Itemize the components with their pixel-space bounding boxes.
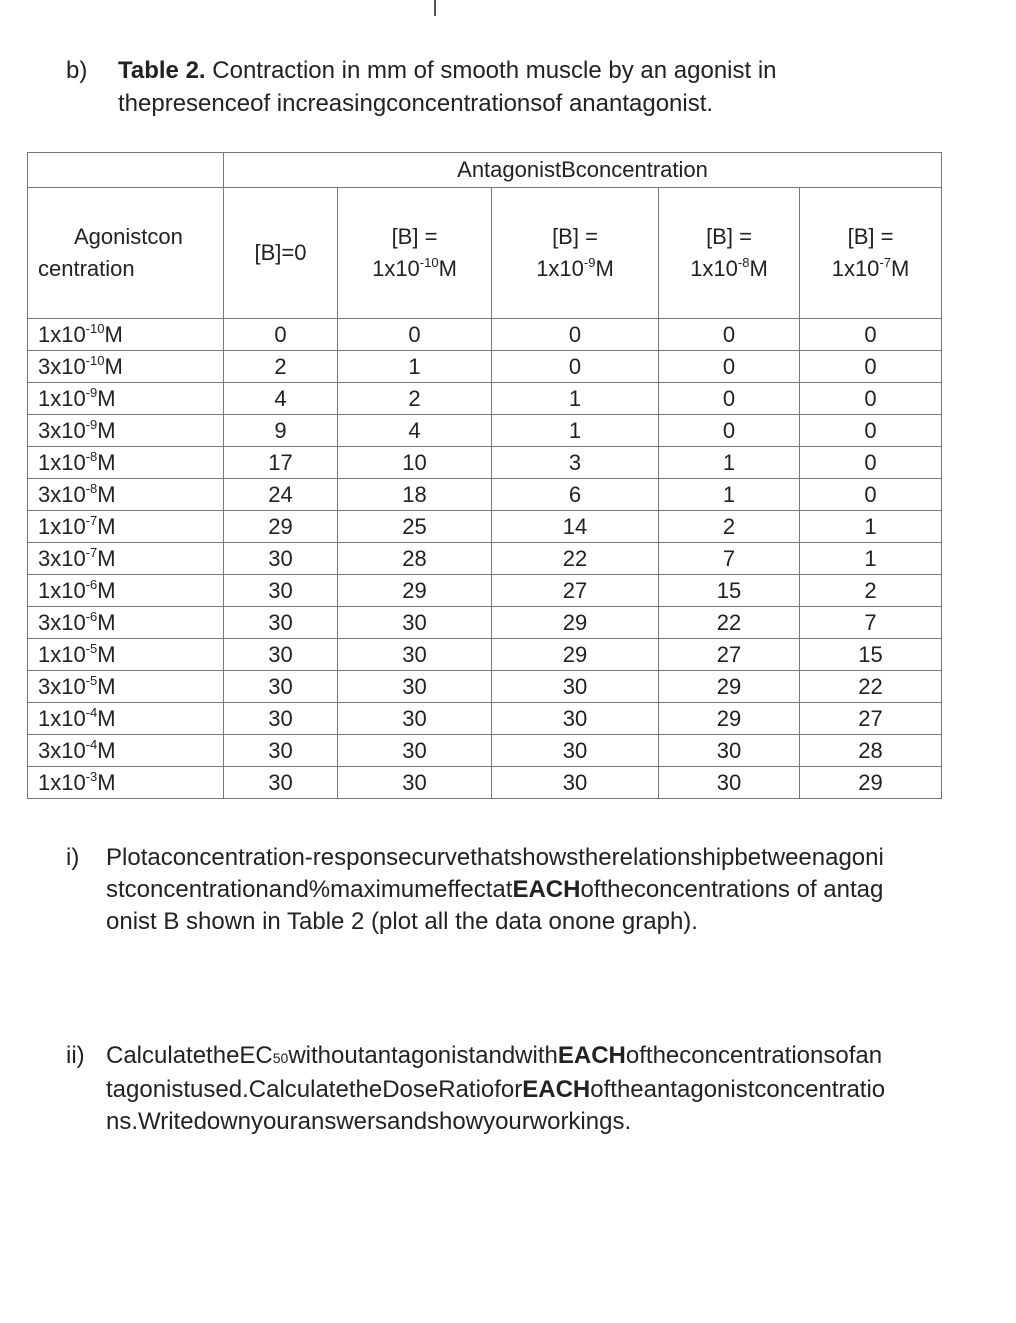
question-i-label: i) <box>66 844 80 871</box>
contraction-value-cell: 14 <box>492 511 659 543</box>
concentration-unit: M <box>97 482 116 507</box>
concentration-base: 3x10 <box>38 354 86 379</box>
contraction-value-cell: 28 <box>338 543 492 575</box>
concentration-exponent: -8 <box>85 481 98 496</box>
contraction-value-cell: 7 <box>800 607 942 639</box>
col-header-unit: M <box>438 256 457 281</box>
col-header-base: 1x10 <box>690 256 738 281</box>
concentration-exponent: -7 <box>85 545 98 560</box>
contraction-value-cell: 1 <box>800 511 942 543</box>
concentration-base: 3x10 <box>38 610 86 635</box>
table-group-header-row <box>28 153 942 188</box>
contraction-value-cell: 29 <box>492 607 659 639</box>
table-row <box>28 575 942 607</box>
col-header-base: 1x10 <box>536 256 584 281</box>
agonist-concentration-cell <box>28 671 224 703</box>
col-header-base: 1x10 <box>831 256 880 281</box>
col-header-unit: M <box>595 256 614 281</box>
concentration-base: 1x10 <box>38 770 86 795</box>
contraction-value-cell: 30 <box>338 639 492 671</box>
contraction-value-cell: 30 <box>492 735 659 767</box>
col-header-line2 <box>800 253 941 285</box>
contraction-value-cell: 29 <box>492 639 659 671</box>
concentration-base: 1x10 <box>38 322 86 347</box>
contraction-value-cell: 29 <box>224 511 338 543</box>
contraction-value-cell: 30 <box>338 671 492 703</box>
question-ii-label: ii) <box>66 1042 85 1069</box>
table-row <box>28 543 942 575</box>
contraction-value-cell: 0 <box>800 415 942 447</box>
contraction-value-cell: 30 <box>659 767 800 799</box>
agonist-concentration-cell <box>28 543 224 575</box>
contraction-value-cell: 3 <box>492 447 659 479</box>
contraction-value-cell: 17 <box>224 447 338 479</box>
contraction-value-cell: 30 <box>224 639 338 671</box>
table-body <box>28 319 942 799</box>
agonist-concentration-cell <box>28 511 224 543</box>
contraction-value-cell: 30 <box>659 735 800 767</box>
col-header-unit: M <box>749 256 768 281</box>
concentration-exponent: -7 <box>85 513 98 528</box>
question-ii-t1: CalculatetheEC <box>106 1042 273 1069</box>
col-header-unit: M <box>890 256 910 281</box>
empty-corner-cell <box>28 153 224 188</box>
table-row <box>28 319 942 351</box>
contraction-value-cell: 29 <box>659 671 800 703</box>
concentration-exponent: -10 <box>85 321 105 336</box>
contraction-value-cell: 0 <box>659 319 800 351</box>
contraction-value-cell: 30 <box>338 735 492 767</box>
col-header-b1e-8 <box>659 188 800 319</box>
table-caption-text: Contraction in mm of smooth muscle by an agonist in thepresenceof increasingconcentrationsof anantagonist. <box>118 57 777 117</box>
contraction-value-cell: 4 <box>338 415 492 447</box>
table-row <box>28 447 942 479</box>
col-header-b1e-7 <box>800 188 942 319</box>
table-row <box>28 735 942 767</box>
col-header-b1e-10 <box>338 188 492 319</box>
concentration-base: 1x10 <box>38 514 86 539</box>
contraction-value-cell: 22 <box>492 543 659 575</box>
question-ii-t2: withoutantagonistandwith <box>288 1042 558 1069</box>
col-header-exponent: -8 <box>737 255 750 270</box>
table-row <box>28 383 942 415</box>
concentration-unit: M <box>97 610 116 635</box>
col-header-line1: [B] = <box>391 224 438 249</box>
concentration-unit: M <box>97 706 116 731</box>
agonist-concentration-cell <box>28 639 224 671</box>
agonist-concentration-header <box>28 188 224 319</box>
contraction-value-cell: 0 <box>224 319 338 351</box>
concentration-unit: M <box>97 514 116 539</box>
contraction-value-cell: 0 <box>659 351 800 383</box>
agonist-concentration-cell <box>28 767 224 799</box>
col-header-exponent: -9 <box>583 255 596 270</box>
contraction-value-cell: 15 <box>659 575 800 607</box>
contraction-value-cell: 0 <box>659 415 800 447</box>
contraction-value-cell: 30 <box>224 671 338 703</box>
agonist-header-line1: Agonistcon <box>74 224 183 249</box>
contraction-value-cell: 27 <box>659 639 800 671</box>
contraction-value-cell: 1 <box>800 543 942 575</box>
concentration-exponent: -6 <box>85 609 98 624</box>
contraction-value-cell: 1 <box>492 415 659 447</box>
contraction-value-cell: 2 <box>224 351 338 383</box>
question-ii-bold-1: EACH <box>557 1042 626 1069</box>
contraction-value-cell: 22 <box>659 607 800 639</box>
contraction-value-cell: 7 <box>659 543 800 575</box>
contraction-value-cell: 30 <box>224 543 338 575</box>
question-i-bold: EACH <box>512 876 581 903</box>
concentration-unit: M <box>104 322 123 347</box>
contraction-value-cell: 4 <box>224 383 338 415</box>
contraction-value-cell: 30 <box>224 703 338 735</box>
col-header-line2 <box>338 253 491 285</box>
contraction-value-cell: 1 <box>659 447 800 479</box>
top-edge-mark <box>434 0 436 16</box>
concentration-unit: M <box>97 450 116 475</box>
table-row <box>28 671 942 703</box>
contraction-value-cell: 0 <box>800 319 942 351</box>
concentration-unit: M <box>97 386 116 411</box>
col-header-line1: [B] = <box>706 224 752 249</box>
contraction-value-cell: 0 <box>800 479 942 511</box>
table-row <box>28 767 942 799</box>
contraction-value-cell: 6 <box>492 479 659 511</box>
contraction-value-cell: 0 <box>800 351 942 383</box>
concentration-base: 1x10 <box>38 642 86 667</box>
contraction-value-cell: 1 <box>492 383 659 415</box>
table-caption <box>118 54 896 120</box>
concentration-unit: M <box>97 578 116 603</box>
contraction-value-cell: 30 <box>492 671 659 703</box>
contraction-value-cell: 0 <box>492 319 659 351</box>
table-column-header-row <box>28 188 942 319</box>
contraction-value-cell: 1 <box>338 351 492 383</box>
question-i-text-2: oftheconcentrations of antagonist B shown in Table 2 (plot all the data onone graph). <box>106 876 884 935</box>
concentration-exponent: -9 <box>85 385 98 400</box>
table-row <box>28 479 942 511</box>
col-header-line2 <box>492 253 658 285</box>
question-b <box>66 54 896 120</box>
contraction-value-cell: 30 <box>224 767 338 799</box>
agonist-concentration-cell <box>28 479 224 511</box>
contraction-value-cell: 18 <box>338 479 492 511</box>
table-caption-bold: Table 2. <box>118 57 206 84</box>
contraction-value-cell: 0 <box>800 383 942 415</box>
concentration-exponent: -10 <box>85 353 105 368</box>
contraction-table <box>27 152 942 799</box>
concentration-exponent: -4 <box>85 705 98 720</box>
contraction-value-cell: 30 <box>338 703 492 735</box>
agonist-concentration-cell <box>28 447 224 479</box>
contraction-value-cell: 0 <box>338 319 492 351</box>
contraction-value-cell: 30 <box>224 575 338 607</box>
concentration-unit: M <box>97 674 116 699</box>
concentration-base: 1x10 <box>38 578 86 603</box>
contraction-value-cell: 30 <box>492 767 659 799</box>
concentration-unit: M <box>97 418 116 443</box>
agonist-concentration-cell <box>28 607 224 639</box>
agonist-concentration-cell <box>28 351 224 383</box>
contraction-value-cell: 15 <box>800 639 942 671</box>
question-ii <box>66 1040 886 1138</box>
agonist-concentration-cell <box>28 383 224 415</box>
concentration-base: 1x10 <box>38 450 86 475</box>
question-ii-bold-2: EACH <box>522 1076 591 1103</box>
concentration-unit: M <box>97 738 116 763</box>
col-header-b1e-9 <box>492 188 659 319</box>
contraction-value-cell: 2 <box>800 575 942 607</box>
contraction-value-cell: 27 <box>800 703 942 735</box>
col-header-exponent: -10 <box>419 255 439 270</box>
concentration-exponent: -6 <box>85 577 98 592</box>
concentration-base: 3x10 <box>38 674 86 699</box>
col-header-line1: [B] = <box>847 224 894 249</box>
concentration-base: 1x10 <box>38 386 86 411</box>
concentration-exponent: -3 <box>85 769 98 784</box>
concentration-base: 3x10 <box>38 482 86 507</box>
concentration-base: 3x10 <box>38 546 86 571</box>
col-header-base: 1x10 <box>372 256 420 281</box>
contraction-value-cell: 30 <box>224 607 338 639</box>
contraction-value-cell: 30 <box>224 735 338 767</box>
contraction-value-cell: 0 <box>659 383 800 415</box>
contraction-value-cell: 10 <box>338 447 492 479</box>
concentration-unit: M <box>97 770 116 795</box>
concentration-base: 1x10 <box>38 706 86 731</box>
contraction-value-cell: 30 <box>338 607 492 639</box>
table-row <box>28 511 942 543</box>
question-b-label: b) <box>66 57 88 84</box>
contraction-value-cell: 24 <box>224 479 338 511</box>
col-header-exponent: -7 <box>879 255 891 270</box>
contraction-value-cell: 0 <box>492 351 659 383</box>
question-ii-t4: oftheantagonistconcentrations.Writedownyouranswersandshowyourworkings. <box>106 1076 886 1135</box>
antagonist-group-header: AntagonistBconcentration <box>224 153 942 188</box>
contraction-value-cell: 0 <box>800 447 942 479</box>
agonist-concentration-cell <box>28 575 224 607</box>
concentration-unit: M <box>97 642 116 667</box>
contraction-value-cell: 29 <box>800 767 942 799</box>
contraction-value-cell: 29 <box>659 703 800 735</box>
contraction-value-cell: 25 <box>338 511 492 543</box>
col-header-line1: [B] = <box>552 224 598 249</box>
table-row <box>28 703 942 735</box>
col-header-label: [B]=0 <box>254 240 307 265</box>
question-i <box>66 842 886 938</box>
concentration-exponent: -5 <box>85 641 98 656</box>
concentration-unit: M <box>104 354 123 379</box>
contraction-value-cell: 2 <box>659 511 800 543</box>
concentration-base: 3x10 <box>38 418 86 443</box>
col-header-b0 <box>224 188 338 319</box>
col-header-line2 <box>659 253 799 285</box>
contraction-value-cell: 27 <box>492 575 659 607</box>
agonist-concentration-cell <box>28 703 224 735</box>
agonist-concentration-cell <box>28 735 224 767</box>
ec50-subscript: 50 <box>272 1050 289 1066</box>
concentration-unit: M <box>97 546 116 571</box>
contraction-value-cell: 30 <box>338 767 492 799</box>
table-row <box>28 607 942 639</box>
agonist-header-line2: centration <box>38 256 135 281</box>
concentration-exponent: -5 <box>85 673 98 688</box>
question-ii-t3: oftheconcentrationsofantagonistused.CalculatetheDoseRatiofor <box>106 1042 883 1103</box>
contraction-value-cell: 2 <box>338 383 492 415</box>
contraction-value-cell: 22 <box>800 671 942 703</box>
contraction-value-cell: 28 <box>800 735 942 767</box>
table-row <box>28 351 942 383</box>
contraction-value-cell: 30 <box>492 703 659 735</box>
question-ii-text <box>106 1040 886 1138</box>
table-row <box>28 415 942 447</box>
agonist-concentration-cell <box>28 415 224 447</box>
agonist-concentration-cell <box>28 319 224 351</box>
concentration-base: 3x10 <box>38 738 86 763</box>
contraction-value-cell: 1 <box>659 479 800 511</box>
question-i-text <box>106 842 886 938</box>
concentration-exponent: -4 <box>85 737 98 752</box>
contraction-value-cell: 29 <box>338 575 492 607</box>
concentration-exponent: -9 <box>85 417 98 432</box>
table-row <box>28 639 942 671</box>
concentration-exponent: -8 <box>85 449 98 464</box>
contraction-value-cell: 9 <box>224 415 338 447</box>
question-i-text-1: Plotaconcentration-responsecurvethatshowstherelationshipbetweenagonistconcentrationand%maximumeffectat <box>106 844 884 903</box>
